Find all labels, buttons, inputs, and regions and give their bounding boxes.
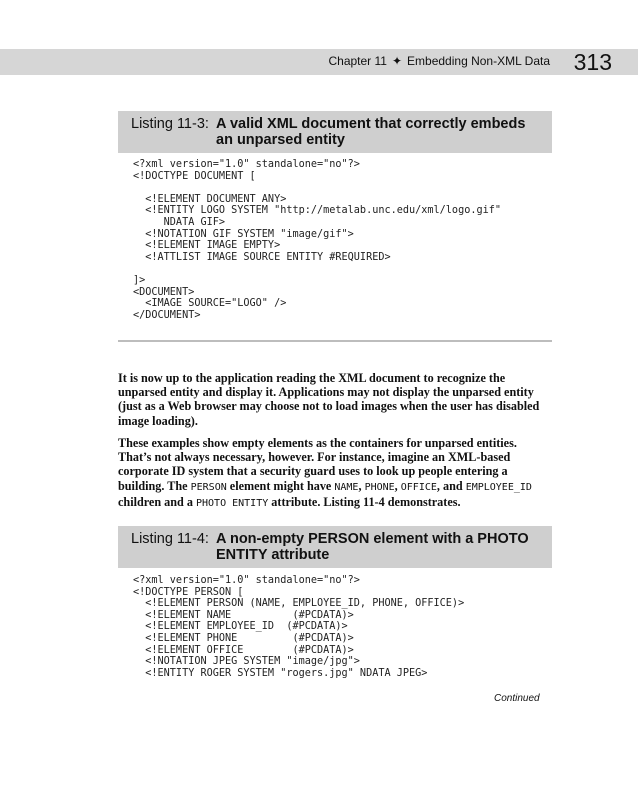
code-listing-11-3: <?xml version="1.0" standalone="no"?> <!DOCTYPE DOCUMENT [ <!ELEMENT DOCUMENT ANY> <!ENTITY LOGO SYSTEM "http://metalab.unc.edu/xml/logo.gif" NDATA GIF> <!NOTATION GIF SYSTEM "image/gif"> <!ELEMENT IMAGE EMPTY> <!ATTLIST IMAGE SOURCE ENTITY #REQUIRED> ]> <DOCUMENT> <IMAGE SOURCE="LOGO" /> </DOCUMENT> [133,159,502,321]
page-number: 313 [573,49,612,75]
text-run: , [394,478,401,493]
listing-header-11-3 [118,111,552,153]
text-run: , [358,478,365,493]
listing-label: Listing 11-3: [131,116,209,132]
text-run: These examples show empty elements as the containers for unparsed entities. That’s not always necessary, however. For instance, imagine an XML-based corporate ID system that a security guard uses to look up people entering a building. The [118,436,517,493]
chapter-title: Embedding Non-XML Data [407,54,550,68]
listing-end-rule [118,340,552,342]
text-run: attribute. Listing 11-4 demonstrates. [268,494,461,509]
text-run: , and [436,478,466,493]
inline-code: PERSON [190,481,227,493]
inline-code: PHOTO ENTITY [196,497,269,509]
listing-label: Listing 11-4: [131,531,209,547]
inline-code: NAME [334,481,359,493]
chapter-heading [328,54,550,68]
continued-note: Continued [494,693,540,704]
listing-title: A valid XML document that correctly embeds an unparsed entity [216,116,526,148]
separator-icon: ✦ [391,54,403,68]
body-paragraph: It is now up to the application reading the XML document to recognize the unparsed entity and display it. Applications may not display the unparsed entity (just as a Web browser may choose not to load images when the user has disabled image loading). [118,371,540,428]
body-paragraph [118,436,548,511]
inline-code: EMPLOYEE_ID [465,481,532,493]
text-run: element might have [226,478,335,493]
inline-code: OFFICE [400,481,437,493]
inline-code: PHONE [364,481,395,493]
code-listing-11-4: <?xml version="1.0" standalone="no"?> <!DOCTYPE PERSON [ <!ELEMENT PERSON (NAME, EMPLOYEE_ID, PHONE, OFFICE)> <!ELEMENT NAME (#PCDATA)> <!ELEMENT EMPLOYEE_ID (#PCDATA)> <!ELEMENT PHONE (#PCDATA)> <!ELEMENT OFFICE (#PCDATA)> <!NOTATION JPEG SYSTEM "image/jpg"> <!ENTITY ROGER SYSTEM "rogers.jpg" NDATA JPEG> [133,575,465,679]
listing-header-11-4 [118,526,552,568]
text-run: children and a [118,494,196,509]
listing-title: A non-empty PERSON element with a PHOTO ENTITY attribute [216,531,529,563]
running-header [0,49,638,75]
chapter-number: Chapter 11 [328,54,387,68]
